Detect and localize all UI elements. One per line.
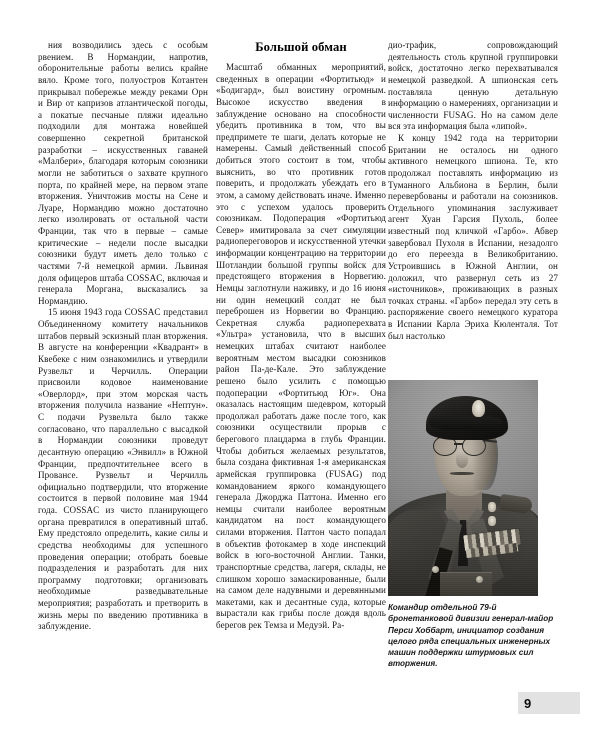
- uniform-button: [476, 576, 483, 583]
- cap-badge-icon: [472, 400, 485, 417]
- text-column-3: [388, 40, 558, 342]
- paragraph: 15 июня 1943 года COSSAC представил Объединенному комитету начальников штабов первый эскизный план вторжения. В августе на конференции «Квадрант» в Квебеке с ним ознакомились и утвердили Рузвельт и Черчилль. Операции присвоили кодовое наименование «Оверлорд», при этом морская часть вторжения получила название «Нептун». С подачи Рузвельта было также согласовано, что параллельно с высадкой в Нормандии союзники проведут десантную операцию «Энвилл» в Южной Франции, предпочтительнее всего в Провансе. Рузвельт и Черчилль официально подтвердили, что вторжение состоится в первой половине мая 1944 года. COSSAC из чисто планирующего органа превратился в оперативный штаб. Ему предстояло определить, какие силы и средства необходимы для успешного проведения операции; отобрать боевые подразделения и разработать для них программу подготовки; организовать необходимые разведывательные мероприятия; разработать и претворить в жизнь меры по введению противника в заблуждение.: [38, 307, 208, 632]
- beret-band: [428, 416, 502, 430]
- uniform-button: [432, 566, 439, 573]
- paragraph: дио-трафик, сопровождающий деятельность столь крупной группировки войск, достаточно легко перехватывался немецкой разведкой. А шпионская сеть поставляла ценную детальную информацию о намерениях, организации и численности FUSAG. Но на самом деле вся эта информация была «липой».: [388, 40, 558, 132]
- column-2-body: [216, 62, 386, 632]
- breast-pocket: [440, 572, 492, 596]
- section-heading: Большой обман: [255, 40, 347, 54]
- portrait-photo-figure: [388, 380, 538, 596]
- page-number-box: [518, 692, 580, 714]
- text-column-1: [38, 40, 208, 633]
- eyeglass-bridge: [454, 443, 463, 445]
- photo-caption: Командир отдельной 79-й бронетанковой дивизии генерал-майор Перси Хоббарт, инициатор создания целого ряда специальных инженерных машин поддержки штурмовых сил вторжения.: [388, 603, 554, 669]
- paragraph: К концу 1942 года на территории Британии не осталось ни одного активного немецкого шпиона. Те, кто продолжал поставлять информацию из Туманного Альбиона в Берлин, были перевербованы и работали на союзников. Отдельного упоминания заслуживает агент Хуан Гарсия Пухоль, более известный под кличкой «Гарбо». Абвер завербовал Пухоля в Испании, незадолго до его переезда в Великобританию. Устроившись в Южной Англии, он доложил, что развернул сеть из 27 «источников», проживающих в разных точках страны. «Гарбо» передал эту сеть в распоряжение своего немецкого куратора в Испании Карла Эриха Кюленталя. Тот был настолько: [388, 133, 558, 341]
- paragraph: ния возводились здесь с особым рвением. В Нормандии, напротив, оборонительные работы велись крайне вяло. Кроме того, полуостров Котантен прикрывал побережье между реками Орн и Вир от капризов атлантической погоды, а покатые песчаные пляжи идеально подходили для монтажа новейшей совершенно секретной британской разработки – искусственных гаваней «Малбери», благодаря которым союзники могли не заботиться о захвате крупного порта, по крайней мере, на первом этапе вторжения. Уничтожив мосты на Сене и Луаре, Нормандию можно достаточно легко изолировать от остальной части Франции, так что в первые – самые критические – недели после высадки союзники будут иметь дело только с частями 7-й немецкой армии. Львиная доля офицеров штаба COSSAC, включая и генерала Моргана, высказались за Нормандию.: [38, 40, 208, 306]
- portrait-general-percy-hobart-image: [388, 380, 538, 596]
- rank-pip: [488, 502, 496, 512]
- mouth: [450, 472, 474, 475]
- page-number: 9: [524, 695, 532, 711]
- rank-pip: [488, 516, 496, 526]
- paragraph: Масштаб обманных мероприятий, сведенных в операции «Фортитьюд» и «Бодигард», был воистину огромным. Высокое искусство введения в заблуждение основано на способности убедить противника в том, что вы предпримете те шаги, делать которые не намерены. Самый действенный способ добиться этого состоит в том, чтобы выяснить, во что противник готов поверить, и продолжать убеждать его в этом, а самому действовать иначе. Именно это с успехом удалось проверить союзникам. Подоперация «Фортитьюд Север» имитировала за счет симуляции радиопереговоров и искусственной утечки информации концентрацию на территории Шотландии большой группы войск для предстоящего вторжения в Норвегию. Немцы заглотнули наживку, и до 16 июня ни один немецкий солдат не был переброшен из Норвегии во Францию. Секретная служба радиоперехвата «Ультра» установила, что в высших немецких штабах считают наиболее вероятным местом высадки союзников район Па-де-Кале. Это заблуждение решено было усилить с помощью подоперации «Фортитьюд Юг». Она оказалась настоящим шедевром, который продолжал работать даже после того, как союзники осуществили прорыв с берегового плацдарма в глубь Франции. Чтобы добиться желаемых результатов, была создана фиктивная 1-я американская армейская группировка (FUSAG) под командованием яркого командующего генерала Джорджа Паттона. Именно его немцы считали наиболее вероятным кандидатом на пост командующего силами вторжения. Паттон часто попадал в объектив фотокамер в ходе инспекций войск в юго-восточной Англии. Танки, транспортные средства, лагеря, склады, не слишком хорошо замаскированные, были на самом деле надувными и деревянными макетами, как и десантные суда, которые вырастали как грибы после дождя вдоль берегов рек Темза и Медуэй. Ра-: [216, 62, 386, 630]
- text-column-2: [216, 40, 386, 632]
- nose: [456, 452, 468, 468]
